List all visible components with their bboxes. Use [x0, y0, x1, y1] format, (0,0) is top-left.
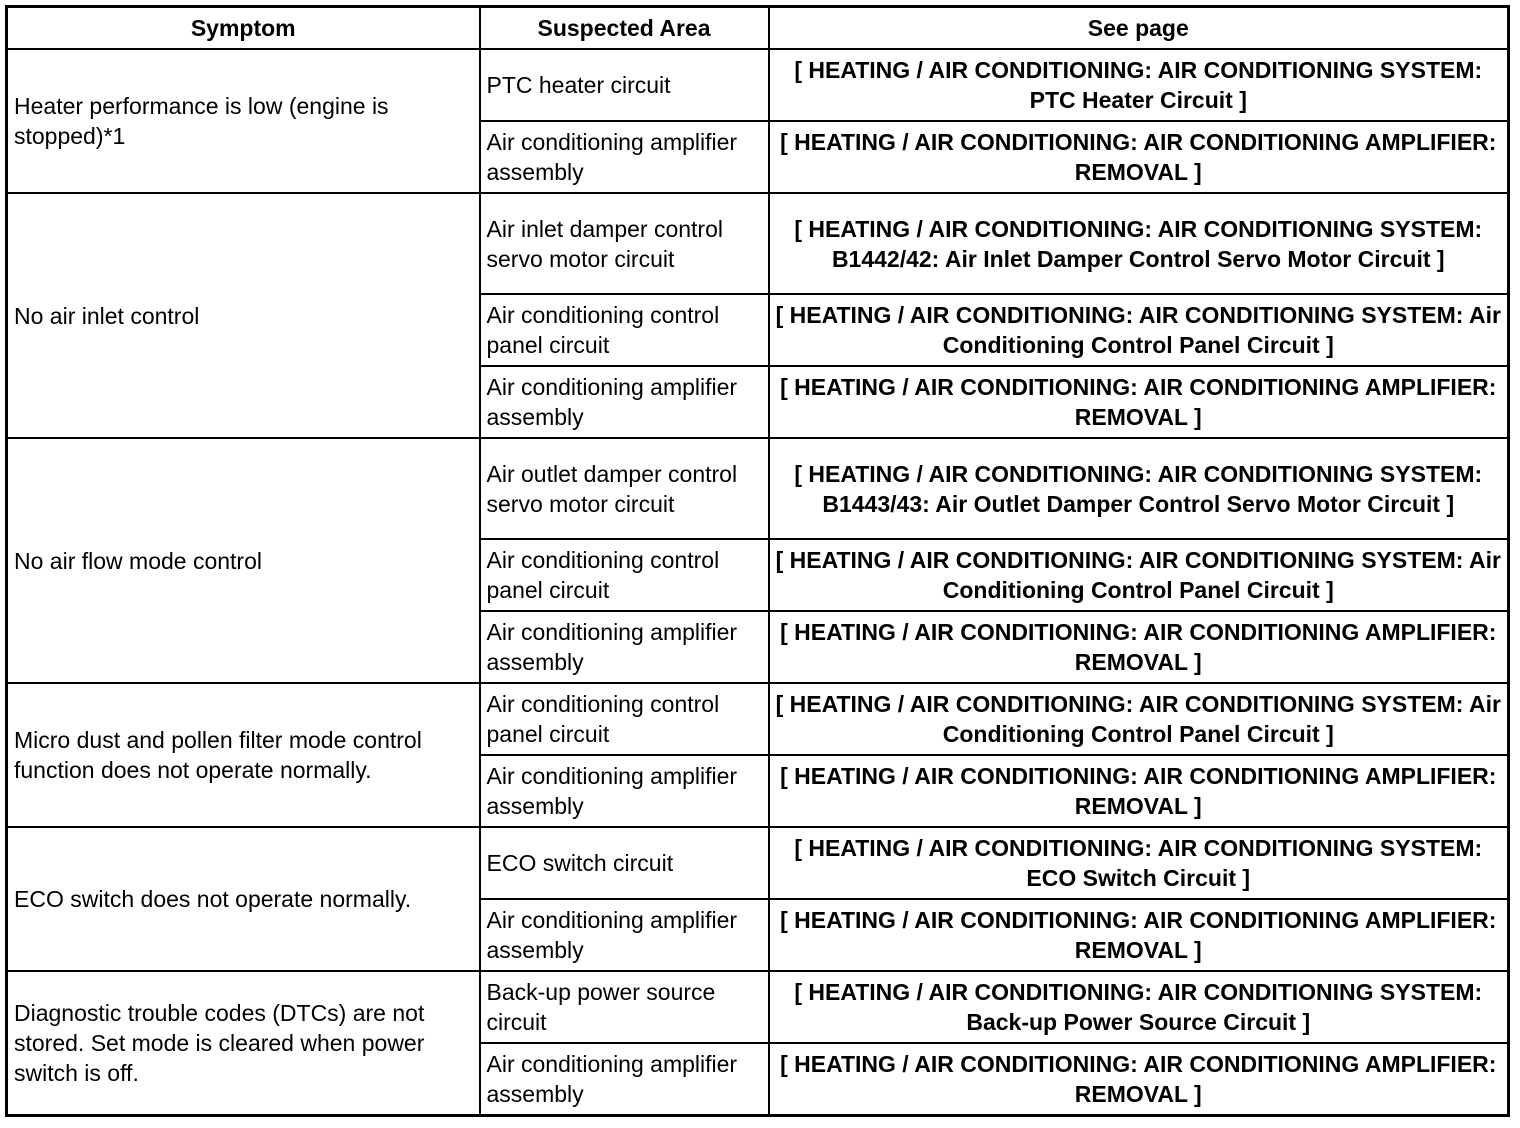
header-symptom: Symptom [7, 7, 480, 50]
see-page-link[interactable]: [ HEATING / AIR CONDITIONING: AIR CONDITIONING SYSTEM: B1443/43: Air Outlet Damper Control Servo Motor Circuit ] [769, 438, 1509, 539]
see-page-link[interactable]: [ HEATING / AIR CONDITIONING: AIR CONDITIONING AMPLIFIER: REMOVAL ] [769, 611, 1509, 683]
see-page-link[interactable]: [ HEATING / AIR CONDITIONING: AIR CONDITIONING SYSTEM: Back-up Power Source Circuit ] [769, 971, 1509, 1043]
header-row [7, 7, 1509, 50]
table-row [7, 827, 1509, 899]
symptom-cell: No air flow mode control [7, 438, 480, 683]
see-page-link[interactable]: [ HEATING / AIR CONDITIONING: AIR CONDITIONING SYSTEM: Air Conditioning Control Panel Circuit ] [769, 294, 1509, 366]
suspected-area-cell: Air outlet damper control servo motor circuit [480, 438, 769, 539]
symptom-cell: Diagnostic trouble codes (DTCs) are not stored. Set mode is cleared when power switch is off. [7, 971, 480, 1116]
see-page-link[interactable]: [ HEATING / AIR CONDITIONING: AIR CONDITIONING AMPLIFIER: REMOVAL ] [769, 899, 1509, 971]
suspected-area-cell: Back-up power source circuit [480, 971, 769, 1043]
suspected-area-cell: Air conditioning control panel circuit [480, 539, 769, 611]
suspected-area-cell: Air conditioning amplifier assembly [480, 1043, 769, 1116]
table-row [7, 438, 1509, 539]
see-page-link[interactable]: [ HEATING / AIR CONDITIONING: AIR CONDITIONING SYSTEM: Air Conditioning Control Panel Circuit ] [769, 539, 1509, 611]
table-row [7, 971, 1509, 1043]
see-page-link[interactable]: [ HEATING / AIR CONDITIONING: AIR CONDITIONING AMPLIFIER: REMOVAL ] [769, 366, 1509, 438]
header-suspected-area: Suspected Area [480, 7, 769, 50]
table-row [7, 49, 1509, 121]
see-page-link[interactable]: [ HEATING / AIR CONDITIONING: AIR CONDITIONING AMPLIFIER: REMOVAL ] [769, 121, 1509, 193]
see-page-link[interactable]: [ HEATING / AIR CONDITIONING: AIR CONDITIONING SYSTEM: B1442/42: Air Inlet Damper Control Servo Motor Circuit ] [769, 193, 1509, 294]
suspected-area-cell: Air conditioning amplifier assembly [480, 366, 769, 438]
suspected-area-cell: Air conditioning control panel circuit [480, 294, 769, 366]
suspected-area-cell: Air conditioning amplifier assembly [480, 899, 769, 971]
symptom-cell: No air inlet control [7, 193, 480, 438]
symptom-table [5, 5, 1510, 1117]
suspected-area-cell: PTC heater circuit [480, 49, 769, 121]
see-page-link[interactable]: [ HEATING / AIR CONDITIONING: AIR CONDITIONING SYSTEM: Air Conditioning Control Panel Circuit ] [769, 683, 1509, 755]
suspected-area-cell: Air conditioning amplifier assembly [480, 611, 769, 683]
suspected-area-cell: Air inlet damper control servo motor circuit [480, 193, 769, 294]
table-row [7, 193, 1509, 294]
suspected-area-cell: ECO switch circuit [480, 827, 769, 899]
suspected-area-cell: Air conditioning amplifier assembly [480, 755, 769, 827]
suspected-area-cell: Air conditioning control panel circuit [480, 683, 769, 755]
table-row [7, 683, 1509, 755]
see-page-link[interactable]: [ HEATING / AIR CONDITIONING: AIR CONDITIONING AMPLIFIER: REMOVAL ] [769, 1043, 1509, 1116]
symptom-cell: Micro dust and pollen filter mode control function does not operate normally. [7, 683, 480, 827]
symptom-cell: ECO switch does not operate normally. [7, 827, 480, 971]
suspected-area-cell: Air conditioning amplifier assembly [480, 121, 769, 193]
symptom-cell: Heater performance is low (engine is stopped)*1 [7, 49, 480, 193]
see-page-link[interactable]: [ HEATING / AIR CONDITIONING: AIR CONDITIONING SYSTEM: ECO Switch Circuit ] [769, 827, 1509, 899]
see-page-link[interactable]: [ HEATING / AIR CONDITIONING: AIR CONDITIONING AMPLIFIER: REMOVAL ] [769, 755, 1509, 827]
header-see-page: See page [769, 7, 1509, 50]
see-page-link[interactable]: [ HEATING / AIR CONDITIONING: AIR CONDITIONING SYSTEM: PTC Heater Circuit ] [769, 49, 1509, 121]
